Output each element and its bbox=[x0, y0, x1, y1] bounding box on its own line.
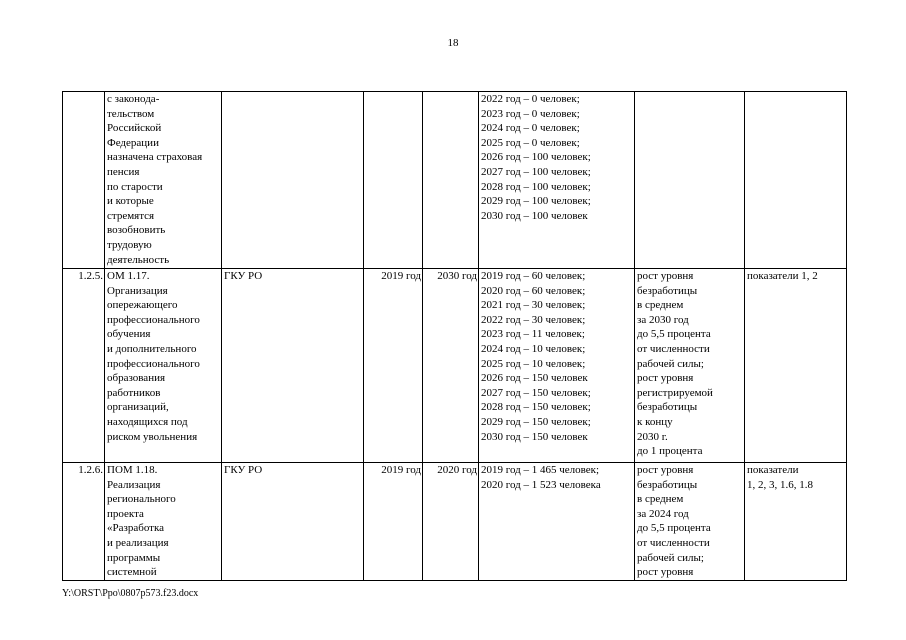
target-values-cell bbox=[479, 463, 635, 581]
expected-result-cell-line: в среднем bbox=[637, 493, 684, 506]
measure-name-cell-line: Российской bbox=[107, 122, 162, 135]
measure-name-cell-line: риском увольнения bbox=[107, 430, 198, 443]
end-year-cell: 2030 год bbox=[423, 269, 479, 463]
target-values-cell bbox=[479, 269, 635, 463]
target-values-cell-line: 2024 год – 0 человек; bbox=[481, 122, 580, 135]
indicators-cell-line: 1, 2, 3, 1.6, 1.8 bbox=[747, 478, 813, 491]
target-values-cell-line: 2030 год – 150 человек bbox=[481, 430, 588, 443]
measure-name-cell-line: программы bbox=[107, 551, 161, 564]
measure-name-cell-line: обучения bbox=[107, 328, 151, 341]
measure-name-cell-line: возобновить bbox=[107, 224, 166, 237]
measure-name-cell-line: ПОМ 1.18. bbox=[107, 464, 158, 476]
expected-result-cell-line: безработицы bbox=[637, 478, 698, 491]
expected-result-cell-line: от численности bbox=[637, 536, 710, 549]
target-values-cell-line: 2029 год – 100 человек; bbox=[481, 195, 591, 208]
expected-result-cell-line: рост уровня bbox=[637, 464, 694, 476]
expected-result-cell-line: рабочей силы; bbox=[637, 551, 704, 564]
expected-result-cell-line: в среднем bbox=[637, 299, 684, 312]
target-values-cell-line: 2022 год – 30 человек; bbox=[481, 313, 586, 326]
expected-result-cell bbox=[635, 92, 745, 269]
target-values-cell-line: 2019 год – 60 человек; bbox=[481, 270, 586, 282]
measure-name-cell-line: «Разработка bbox=[107, 522, 165, 535]
measure-name-cell-line: и дополнительного bbox=[107, 342, 197, 355]
measure-name-cell-line: и реализация bbox=[107, 536, 169, 549]
start-year-cell: 2019 год bbox=[364, 269, 423, 463]
expected-result-cell-line: за 2030 год bbox=[637, 313, 689, 326]
expected-result-cell-line: безработицы bbox=[637, 401, 698, 414]
measure-name-cell-line: Федерации bbox=[107, 136, 159, 149]
measure-name-cell-line: находящихся под bbox=[107, 415, 188, 428]
measure-name-cell-line: Реализация bbox=[107, 478, 161, 491]
indicators-cell-line: показатели 1, 2 bbox=[747, 270, 818, 282]
target-values-cell-line: 2029 год – 150 человек; bbox=[481, 415, 591, 428]
measure-name-cell-line: работников bbox=[107, 386, 161, 399]
program-measures-table bbox=[62, 91, 847, 581]
measure-name-cell-line: организаций, bbox=[107, 401, 169, 414]
end-year-cell bbox=[423, 92, 479, 269]
target-values-cell-line: 2028 год – 150 человек; bbox=[481, 401, 591, 414]
measure-name-cell-line: профессионального bbox=[107, 313, 200, 326]
target-values-cell-line: 2027 год – 100 человек; bbox=[481, 165, 591, 178]
expected-result-cell-line: к концу bbox=[637, 415, 673, 428]
measure-name-cell bbox=[105, 269, 222, 463]
measure-name-cell-line: Организация bbox=[107, 284, 168, 297]
target-values-cell-line: 2030 год – 100 человек bbox=[481, 209, 588, 222]
measure-name-cell-line: пенсия bbox=[107, 165, 140, 178]
measure-name-cell-line: проекта bbox=[107, 507, 144, 520]
target-values-cell-line: 2025 год – 10 человек; bbox=[481, 357, 586, 370]
executor-cell bbox=[222, 92, 364, 269]
measure-name-cell-line: тельством bbox=[107, 107, 155, 120]
footer-file-path: Y:\ORST\Ppo\0807p573.f23.docx bbox=[62, 588, 199, 599]
executor-cell: ГКУ РО bbox=[222, 463, 364, 581]
target-values-cell-line: 2024 год – 10 человек; bbox=[481, 342, 586, 355]
measure-name-cell-line: регионального bbox=[107, 493, 176, 506]
measure-name-cell-line: системной bbox=[107, 566, 157, 579]
measure-name-cell-line: опережающего bbox=[107, 299, 178, 312]
measure-name-cell-line: с законода- bbox=[107, 93, 160, 105]
measure-name-cell bbox=[105, 92, 222, 269]
item-number-cell bbox=[63, 92, 105, 269]
expected-result-cell-line: рост уровня bbox=[637, 566, 694, 579]
target-values-cell bbox=[479, 92, 635, 269]
expected-result-cell-line: рост уровня bbox=[637, 270, 694, 282]
expected-result-cell bbox=[635, 463, 745, 581]
start-year-cell: 2019 год bbox=[364, 463, 423, 581]
table-row bbox=[63, 269, 847, 463]
measure-name-cell-line: профессионального bbox=[107, 357, 200, 370]
target-values-cell-line: 2019 год – 1 465 человек; bbox=[481, 464, 600, 476]
item-number-cell: 1.2.6. bbox=[63, 463, 105, 581]
expected-result-cell-line: за 2024 год bbox=[637, 507, 689, 520]
measure-name-cell-line: стремятся bbox=[107, 209, 155, 222]
expected-result-cell-line: безработицы bbox=[637, 284, 698, 297]
target-values-cell-line: 2023 год – 0 человек; bbox=[481, 107, 580, 120]
indicators-cell bbox=[745, 269, 847, 463]
end-year-cell: 2020 год bbox=[423, 463, 479, 581]
executor-cell: ГКУ РО bbox=[222, 269, 364, 463]
indicators-cell bbox=[745, 463, 847, 581]
measure-name-cell-line: по старости bbox=[107, 180, 163, 193]
measure-name-cell-line: назначена страховая bbox=[107, 151, 203, 164]
target-values-cell-line: 2020 год – 1 523 человека bbox=[481, 478, 601, 491]
indicators-cell bbox=[745, 92, 847, 269]
expected-result-cell-line: до 5,5 процента bbox=[637, 328, 711, 341]
target-values-cell-line: 2027 год – 150 человек; bbox=[481, 386, 591, 399]
measure-name-cell-line: и которые bbox=[107, 195, 154, 208]
target-values-cell-line: 2020 год – 60 человек; bbox=[481, 284, 586, 297]
measure-name-cell bbox=[105, 463, 222, 581]
table-row bbox=[63, 463, 847, 581]
target-values-cell-line: 2021 год – 30 человек; bbox=[481, 299, 586, 312]
expected-result-cell-line: 2030 г. bbox=[637, 430, 668, 443]
target-values-cell-line: 2028 год – 100 человек; bbox=[481, 180, 591, 193]
expected-result-cell-line: регистрируемой bbox=[637, 386, 713, 399]
table-row bbox=[63, 92, 847, 269]
indicators-cell-line: показатели bbox=[747, 464, 799, 476]
target-values-cell-line: 2026 год – 150 человек bbox=[481, 372, 588, 385]
start-year-cell bbox=[364, 92, 423, 269]
expected-result-cell-line: рабочей силы; bbox=[637, 357, 704, 370]
measure-name-cell-line: образования bbox=[107, 372, 166, 385]
page-number: 18 bbox=[447, 37, 459, 49]
measure-name-cell-line: трудовую bbox=[107, 238, 152, 251]
expected-result-cell-line: от численности bbox=[637, 342, 710, 355]
expected-result-cell-line: до 5,5 процента bbox=[637, 522, 711, 535]
target-values-cell-line: 2025 год – 0 человек; bbox=[481, 136, 580, 149]
expected-result-cell-line: до 1 процента bbox=[637, 445, 703, 458]
expected-result-cell-line: рост уровня bbox=[637, 372, 694, 385]
measure-name-cell-line: ОМ 1.17. bbox=[107, 270, 150, 282]
target-values-cell-line: 2026 год – 100 человек; bbox=[481, 151, 591, 164]
target-values-cell-line: 2022 год – 0 человек; bbox=[481, 93, 580, 105]
target-values-cell-line: 2023 год – 11 человек; bbox=[481, 328, 585, 341]
measure-name-cell-line: деятельность bbox=[107, 253, 170, 266]
expected-result-cell bbox=[635, 269, 745, 463]
item-number-cell: 1.2.5. bbox=[63, 269, 105, 463]
